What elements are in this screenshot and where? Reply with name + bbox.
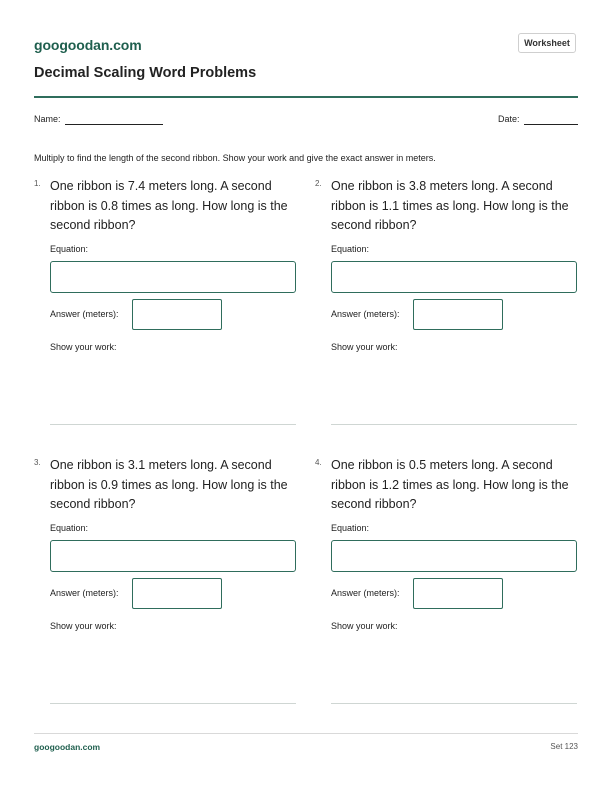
worksheet-badge: Worksheet <box>518 33 576 53</box>
work-area-line <box>331 424 577 425</box>
footer-brand: googoodan.com <box>34 742 101 752</box>
instructions-text: Multiply to find the length of the second ribbon. Show your work and give the exact answer in meters. <box>34 153 436 163</box>
header-divider <box>34 96 578 98</box>
name-label: Name: <box>34 114 61 124</box>
problem-text: One ribbon is 3.1 meters long. A second ribbon is 0.9 times as long. How long is the second ribbon? <box>50 458 288 511</box>
equation-box[interactable] <box>50 261 296 293</box>
answer-label: Answer (meters): <box>50 309 119 319</box>
equation-box[interactable] <box>50 540 296 572</box>
answer-box[interactable] <box>132 299 222 330</box>
problem-number: 2. <box>315 179 322 188</box>
problem-number: 3. <box>34 458 41 467</box>
answer-box[interactable] <box>413 578 503 609</box>
answer-label: Answer (meters): <box>331 588 400 598</box>
problem-number: 4. <box>315 458 322 467</box>
footer-divider <box>34 733 578 734</box>
date-field-line[interactable] <box>524 124 578 125</box>
work-label: Show your work: <box>331 621 398 631</box>
work-area-line <box>50 424 296 425</box>
equation-label: Equation: <box>50 244 89 254</box>
page-title: Decimal Scaling Word Problems <box>34 65 257 81</box>
equation-box[interactable] <box>331 540 577 572</box>
work-label: Show your work: <box>50 621 117 631</box>
answer-label: Answer (meters): <box>50 588 119 598</box>
date-label: Date: <box>498 114 520 124</box>
problem-number: 1. <box>34 179 41 188</box>
answer-label: Answer (meters): <box>331 309 400 319</box>
equation-label: Equation: <box>331 523 370 533</box>
equation-box[interactable] <box>331 261 577 293</box>
work-label: Show your work: <box>50 342 117 352</box>
name-field-line[interactable] <box>65 124 163 125</box>
equation-label: Equation: <box>331 244 370 254</box>
problem-text: One ribbon is 0.5 meters long. A second ribbon is 1.2 times as long. How long is the second ribbon? <box>331 458 569 511</box>
problem-text: One ribbon is 3.8 meters long. A second ribbon is 1.1 times as long. How long is the second ribbon? <box>331 179 569 232</box>
work-area-line <box>331 703 577 704</box>
equation-label: Equation: <box>50 523 89 533</box>
answer-box[interactable] <box>413 299 503 330</box>
work-area-line <box>50 703 296 704</box>
footer-set-number: Set 123 <box>550 742 578 751</box>
problem-text: One ribbon is 7.4 meters long. A second ribbon is 0.8 times as long. How long is the second ribbon? <box>50 179 288 232</box>
work-label: Show your work: <box>331 342 398 352</box>
site-brand: googoodan.com <box>34 37 142 53</box>
answer-box[interactable] <box>132 578 222 609</box>
